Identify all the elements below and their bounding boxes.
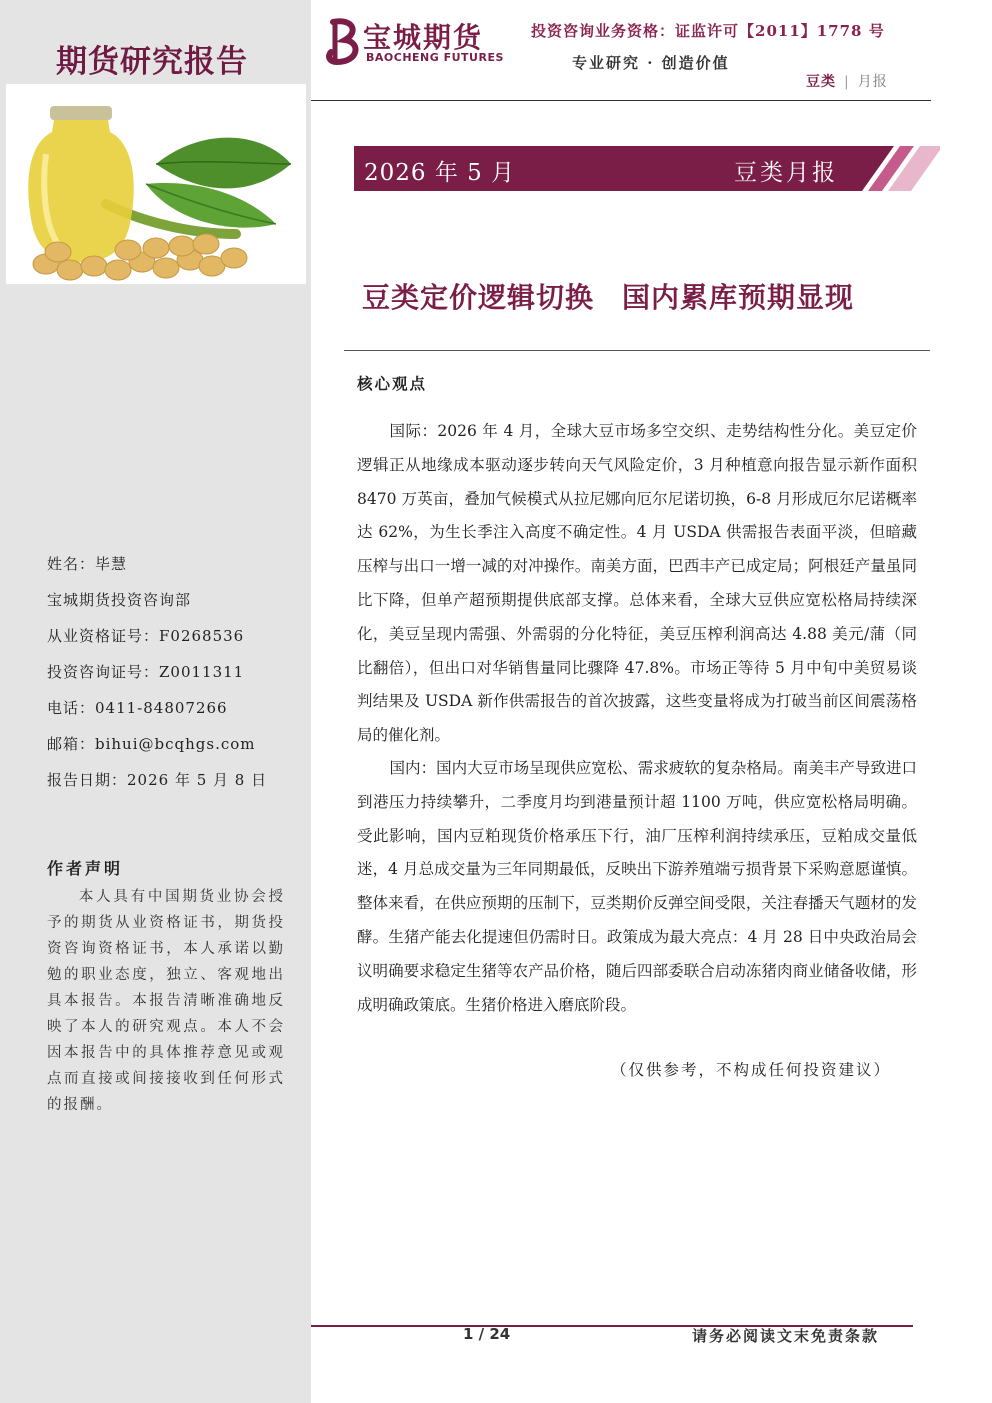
banner-date: 2026 年 5 月	[364, 160, 516, 186]
consulting-number: 投资咨询证号：Z0011311	[47, 663, 245, 681]
disclaimer-note: （仅供参考，不构成任何投资建议）	[611, 1061, 892, 1079]
logo-english: BAOCHENG FUTURES	[366, 51, 504, 64]
banner-report-type: 豆类月报	[734, 160, 838, 186]
declaration-title: 作者声明	[47, 859, 124, 878]
author-department: 宝城期货投资咨询部	[47, 591, 192, 609]
headline-part-2: 国内累库预期显现	[622, 281, 855, 314]
category-label: 豆类	[806, 74, 836, 90]
page-number: 1 / 24	[463, 1325, 511, 1343]
report-kind-title: 期货研究报告	[56, 44, 248, 80]
author-info	[47, 550, 267, 802]
qualification-number: 从业资格证号：F0268536	[47, 627, 245, 645]
headline-part-1: 豆类定价逻辑切换	[362, 281, 595, 314]
report-date: 报告日期：2026 年 5 月 8 日	[47, 771, 268, 789]
international-paragraph: 国际：2026 年 4 月，全球大豆市场多空交织、走势结构性分化。美豆定价逻辑正从地缘成本驱动逐步转向天气风险定价，3 月种植意向报告显示新作面积 8470 万英亩，叠加气候模式从拉尼娜向厄尔尼诺切换，6-8 月形成厄尔尼诺概率达 62%，为生长季注入高度不确定性。4 月 USDA 供需报告表面平淡，但暗藏压榨与出口一增一减的对冲操作。南美方面，巴西丰产已成定局；阿根廷产量虽同比下降，但单产超预期提供底部支撑。总体来看，全球大豆供应宽松格局持续深化，美豆呈现内需强、外需弱的分化特征，美豆压榨利润高达 4.88 美元/蒲（同比翻倍），但出口对华销售量同比骤降 47.8%。市场正等待 5 月中旬中美贸易谈判结果及 USDA 新作供需报告的首次披露，这些变量将成为打破当前区间震荡格局的催化剂。	[357, 422, 917, 745]
logo-chinese: 宝城期货	[363, 21, 484, 54]
domestic-paragraph: 国内：国内大豆市场呈现供应宽松、需求疲软的复杂格局。南美丰产导致进口到港压力持续攀升，二季度月均到港量预计超 1100 万吨，供应宽松格局明确。受此影响，国内豆粕现货价格承压下行，油厂压榨利润持续承压，豆粕成交量低迷，4 月总成交量为三年同期最低，反映出下游养殖端亏损背景下采购意愿谨慎。整体来看，在供应预期的压制下，豆类期价反弹空间受限，关注春播天气题材的发酵。生猪产能去化提速但仍需时日。政策成为最大亮点：4 月 28 日中央政治局会议明确要求稳定生猪等农产品价格，随后四部委联合启动冻猪肉商业储备收储，形成明确政策底。生猪价格进入磨底阶段。	[357, 759, 917, 1014]
title-divider	[344, 350, 930, 351]
slogan: 专业研究 · 创造价值	[572, 54, 730, 72]
declaration-text: 本人具有中国期货业协会授予的期货从业资格证书，期货投资咨询资格证书，本人承诺以勤勉的职业态度，独立、客观地出具本报告。本报告清晰准确地反映了本人的研究观点。本人不会因本报告中的具体推荐意见或观点而直接或间接接收到任何形式的报酬。	[47, 889, 285, 1113]
license-info: 投资咨询业务资格：证监许可【2011】1778 号	[531, 22, 885, 40]
date-banner	[354, 146, 940, 191]
footer-divider	[311, 1312, 913, 1314]
category-tag: 豆类 | 月报	[806, 74, 888, 90]
header-divider	[311, 100, 931, 101]
author-phone: 电话：0411-84807266	[47, 699, 228, 717]
author-email: 邮箱：bihui@bcqhgs.com	[47, 735, 256, 753]
footer-notice: 请务必阅读文末免责条款	[692, 1327, 880, 1345]
author-name: 姓名：毕慧	[47, 555, 128, 573]
report-headline	[362, 276, 854, 316]
core-view-heading: 核心观点	[357, 374, 428, 393]
sidebar	[0, 0, 311, 1403]
cover-image	[6, 84, 306, 284]
report-type-label: 月报	[857, 74, 888, 90]
